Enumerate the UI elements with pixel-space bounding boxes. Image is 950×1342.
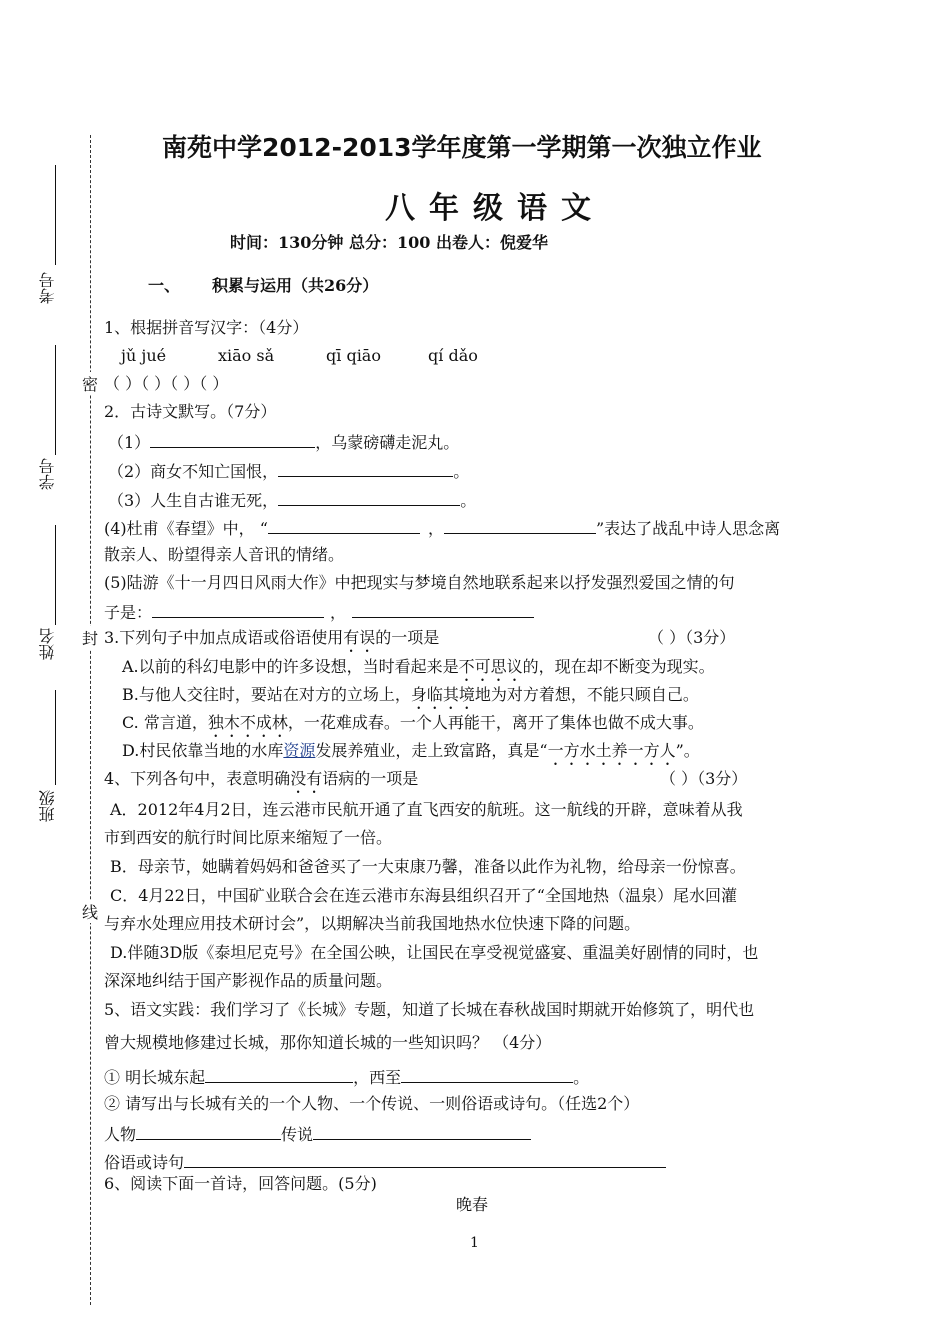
q3-d-text-2: 发展养殖业，走上致富路，真是“ [315,741,548,760]
q4-stem-a: 4、下列各句中，表意明确 [104,769,291,788]
q5-stem-1: 5、语文实践：我们学习了《长城》专题，知道了长城在春秋战国时期就开始修筑了，明代也 [104,1000,755,1019]
q3-option-b [122,685,699,713]
q5-1-mid: ，西至 [353,1068,402,1087]
section-title: 积累与运用（共26分） [212,276,379,295]
q3-a-text-2: 的，现在却不断变为现实。 [522,657,715,676]
q4-option-a-2: 市到西安的航行时间比原来缩短了一倍。 [104,828,393,847]
class-label: 班级 [38,790,57,822]
exam-info: 时间：130分钟 总分：100 出卷人：倪爱华 [230,233,548,252]
section-number: 一、 [148,276,181,295]
q3-a-emphasis: 不可思议 [458,657,523,676]
q5-1-blank-b[interactable] [401,1066,573,1083]
q2-1-prefix: （1） [108,433,151,452]
student-no-blank [55,345,56,455]
q3-stem-b: 的一项是 [375,628,440,647]
q2-5-prefix: 子是： [104,603,153,622]
q4-stem-b: 语病的一项是 [322,769,419,788]
q5-saying-label: 俗语或诗句 [104,1153,185,1172]
q4-option-c-1: C．4月22日，中国矿业联合会在连云港市东海县组织召开了“全国地热（温泉）尾水回灌 [110,886,737,905]
q2-3-suffix: 。 [460,491,477,510]
q3-stem [104,628,439,656]
q3-d-emphasis: 一方水土养一方人 [547,741,676,760]
q5-1-blank-a[interactable] [205,1066,353,1083]
q2-4-suffix: ”表达了战乱中诗人思念离 [595,519,781,538]
q3-option-c [122,713,704,741]
q5-line-4 [104,1151,666,1173]
q2-line-5: (5)陆游《十一月四日风雨大作》中把现实与梦境自然地联系起来以抒发强烈爱国之情的句 [104,573,735,592]
q2-5-blank-b[interactable] [352,601,534,618]
q2-stem: 2．古诗文默写。（7分） [104,402,277,421]
q5-1-prefix: ① 明长城东起 [104,1068,206,1087]
q4-option-d-2: 深深地纠结于国产影视作品的质量问题。 [104,971,393,990]
q6-stem: 6、阅读下面一首诗，回答问题。(5分) [104,1174,377,1193]
q2-3-blank[interactable] [278,489,460,506]
q3-c-text-2: ，一花难成春。一个人再能干，离开了集体也做不成大事。 [287,713,704,732]
subject-title: 八年级语文 [385,191,605,226]
q3-d-text-1: D.村民依靠当地的水库 [122,741,284,760]
q5-line-3 [104,1123,531,1145]
q1-pinyin-4: qí dǎo [428,346,478,365]
school-title: 南苑中学2012-2013学年度第一学期第一次独立作业 [162,133,762,162]
q3-d-text-3: ”。 [675,741,700,760]
q3-option-a [122,657,715,685]
q2-4-blank-b[interactable] [444,517,596,534]
q4-stem-emphasis: 没有 [290,769,323,788]
q2-2-blank[interactable] [278,460,453,477]
poem-title: 晚春 [456,1195,489,1214]
q3-d-link[interactable]: 资源 [283,741,316,760]
q5-stem-2: 曾大规模地修建过长城，那你知道长城的一些知识吗？ （4分） [104,1033,552,1052]
q1-pinyin-3: qī qiāo [326,346,381,365]
q3-stem-a: 3.下列句子中加点成语或俗语使用 [104,628,344,647]
q1-pinyin-2: xiāo sǎ [218,346,275,365]
q4-option-b: B．母亲节，她瞒着妈妈和爸爸买了一大束康乃馨，准备以此作为礼物，给母亲一份惊喜。 [110,857,746,876]
q3-a-text-1: A.以前的科幻电影中的许多设想，当时看起来是 [122,657,459,676]
q4-option-d-1: D.伴随3D版《泰坦尼克号》在全国公映，让国民在享受视觉盛宴、重温美好剧情的同时，也 [110,943,759,962]
q2-line-2 [108,460,469,482]
q2-2-prefix: （2）商女不知亡国恨， [108,462,279,481]
q5-legend-label: 传说 [281,1125,314,1144]
q4-option-a-1: A．2012年4月2日，连云港市民航开通了直飞西安的航班。这一航线的开辟，意味着从我 [110,800,743,819]
q3-score: （ ）（3分） [648,628,736,647]
q4-score: （ ）（3分） [660,769,748,788]
q5-person-blank[interactable] [136,1123,281,1140]
student-no-label: 学号 [38,458,57,490]
fold-mark-feng: 封 [82,626,98,649]
q2-5-comma: ， [330,603,347,622]
q2-3-prefix: （3）人生自古谁无死， [108,491,279,510]
q4-stem [104,769,418,797]
class-blank [55,690,56,785]
q2-line-3 [108,489,476,511]
q5-legend-blank[interactable] [313,1123,531,1140]
q5-person-label: 人物 [104,1125,137,1144]
q2-4-blank-a[interactable] [268,517,420,534]
q2-4-comma: ， [427,519,444,538]
q1-answer-brackets: （ ）（ ）（ ）（ ） [104,374,229,393]
q2-4-prefix: (4)杜甫《春望》中， “ [104,519,268,538]
q5-line-2: ② 请写出与长城有关的一个人物、一个传说、一则俗语或诗句。（任选2个） [104,1094,640,1113]
q2-line-5-cont [104,601,534,623]
q5-saying-blank[interactable] [184,1151,666,1168]
q1-stem: 1、根据拼音写汉字：（4分） [104,318,309,337]
fold-mark-mi: 密 [82,372,98,395]
fold-mark-xian: 线 [82,900,98,923]
q5-line-1 [104,1066,589,1088]
q3-c-text-1: C. 常言道， [122,713,208,732]
q2-2-suffix: 。 [453,462,470,481]
q2-1-blank[interactable] [150,431,315,448]
name-label: 姓名 [38,628,57,660]
q2-line-4-cont: 散亲人、盼望得亲人音讯的情绪。 [104,545,345,564]
q1-pinyin-1: jǔ jué [121,346,167,365]
exam-no-label: 考号 [38,272,57,304]
q2-line-1 [108,431,459,453]
exam-no-blank [55,165,56,265]
q3-b-text-2: 地为对方着想，不能只顾自己。 [474,685,699,704]
q3-b-text-1: B.与他人交往时，要站在对方的立场上， [122,685,411,704]
q3-option-d [122,741,700,769]
q3-b-emphasis: 身临其境 [410,685,475,704]
q4-option-c-2: 与弃水处理应用技术研讨会”，以期解决当前我国地热水位快速下降的问题。 [104,914,641,933]
q2-1-suffix: ，乌蒙磅礴走泥丸。 [315,433,460,452]
fold-line [90,135,91,1305]
page-number: 1 [470,1235,479,1251]
q2-line-4 [104,517,780,539]
q2-5-blank-a[interactable] [152,601,324,618]
q3-c-emphasis: 独木不成林 [207,713,288,732]
name-blank [55,525,56,625]
q3-stem-emphasis: 有误 [343,628,376,647]
q5-1-suffix: 。 [573,1068,590,1087]
